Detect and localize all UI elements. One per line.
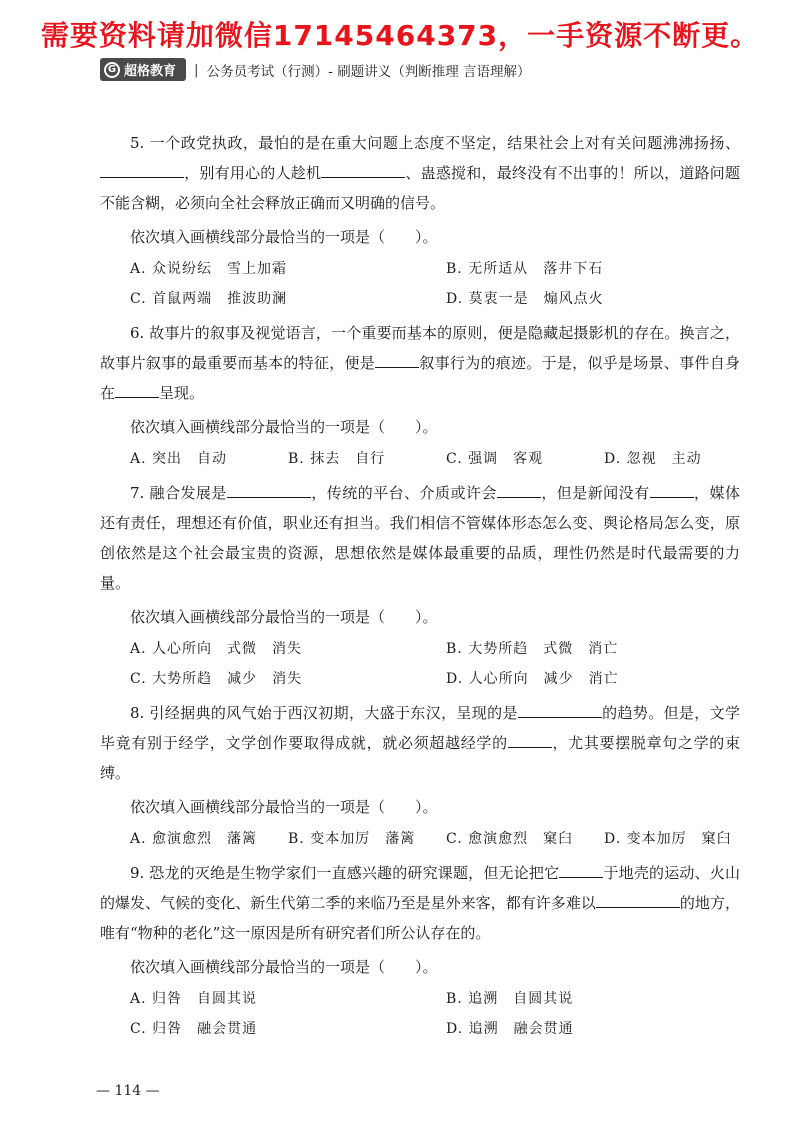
question-9 — [100, 858, 740, 1044]
option-d: D. 人心所向 减少 消亡 — [446, 671, 619, 687]
option-a: A. 突出 自动 — [130, 451, 228, 467]
option-list — [100, 634, 740, 694]
fill-blank — [559, 859, 603, 878]
fill-blank — [596, 889, 680, 908]
question-stem: 5. 一个政党执政，最怕的是在重大问题上态度不坚定，结果社会上对有关问题沸沸扬扬、，别有用心的人趁机 、蛊惑搅和，最终没有不出事的！所以，道路问题不能含糊，必须向全社会释放正确而又明确的信号。 — [100, 134, 740, 212]
option-list — [100, 824, 740, 854]
option-d: D. 莫衷一是 煽风点火 — [446, 291, 604, 307]
questions-content — [100, 128, 740, 1048]
header-separator: | — [194, 61, 199, 78]
fill-blank — [375, 349, 419, 368]
page-header — [100, 58, 531, 81]
fill-blank — [227, 479, 311, 498]
option-list — [100, 984, 740, 1044]
fill-blank — [497, 479, 541, 498]
option-c: C. 首鼠两端 推波助澜 — [130, 291, 288, 307]
question-instruction: 依次填入画横线部分最恰当的一项是（ ）。 — [130, 798, 438, 816]
fill-blank — [321, 159, 405, 178]
question-instruction: 依次填入画横线部分最恰当的一项是（ ）。 — [130, 958, 438, 976]
question-instruction: 依次填入画横线部分最恰当的一项是（ ）。 — [130, 418, 438, 436]
option-a: A. 归咎 自圆其说 — [130, 991, 258, 1007]
option-b: B. 追溯 自圆其说 — [446, 991, 574, 1007]
option-a: A. 众说纷纭 雪上加霜 — [130, 261, 288, 277]
option-b: B. 大势所趋 式微 消亡 — [446, 641, 619, 657]
question-stem: 8. 引经据典的风气始于西汉初期，大盛于东汉，呈现的是 的趋势。但是，文学毕竟有别于经学，文学创作要取得成就，就必须超越经学的 ，尤其要摆脱章句之学的束缚。 — [100, 698, 740, 788]
question-instruction: 依次填入画横线部分最恰当的一项是（ ）。 — [130, 228, 438, 246]
brand-logo — [100, 58, 186, 81]
option-c: C. 归咎 融会贯通 — [130, 1021, 258, 1037]
question-7 — [100, 478, 740, 694]
option-a: A. 愈演愈烈 藩篱 — [130, 831, 258, 847]
question-6 — [100, 318, 740, 474]
question-stem: 9. 恐龙的灭绝是生物学家们一直感兴趣的研究课题，但无论把它 于地壳的运动、火山的爆发、气候的变化、新生代第二季的来临乃至是星外来客，都有许多难以 的地方，唯有“物种的老化”这一原因是所有研究者们所公认存在的。 — [100, 858, 740, 948]
question-stem: 6. 故事片的叙事及视觉语言，一个重要而基本的原则，便是隐藏起摄影机的存在。换言之，故事片叙事的最重要而基本的特征，便是 叙事行为的痕迹。于是，似乎是场景、事件自身在 呈现。 — [100, 324, 740, 402]
option-b: B. 变本加厉 藩篱 — [288, 831, 416, 847]
question-8 — [100, 698, 740, 854]
option-a: A. 人心所向 式微 消失 — [130, 641, 303, 657]
fill-blank — [115, 379, 159, 398]
option-b: B. 抹去 自行 — [288, 451, 386, 467]
watermark-banner: 需要资料请加微信17145464373，一手资源不断更。 — [40, 19, 760, 52]
fill-blank — [100, 159, 184, 178]
option-c: C. 愈演愈烈 窠臼 — [446, 831, 574, 847]
question-5 — [100, 128, 740, 314]
question-instruction: 依次填入画横线部分最恰当的一项是（ ）。 — [130, 608, 438, 626]
fill-blank — [650, 479, 694, 498]
fill-blank — [508, 729, 552, 748]
header-title: 公务员考试（行测）- 刷题讲义（判断推理 言语理解） — [206, 63, 531, 80]
page-number: — 114 — — [96, 1083, 160, 1099]
question-stem: 7. 融合发展是 ，传统的平台、介质或许会 ，但是新闻没有 ，媒体还有责任，理想还有价值，职业还有担当。我们相信不管媒体形态怎么变、舆论格局怎么变，原创依然是这个社会最宝贵的资源，思想依然是媒体最重要的品质，理性仍然是时代最需要的力量。 — [100, 478, 740, 598]
option-c: C. 强调 客观 — [446, 451, 544, 467]
option-list — [100, 444, 740, 474]
option-d: D. 忽视 主动 — [604, 451, 702, 467]
option-b: B. 无所适从 落井下石 — [446, 261, 604, 277]
logo-text: 超格教育 — [124, 64, 177, 79]
option-d: D. 变本加厉 窠臼 — [604, 831, 732, 847]
option-c: C. 大势所趋 减少 消失 — [130, 671, 303, 687]
option-d: D. 追溯 融会贯通 — [446, 1021, 574, 1037]
logo-icon: G — [104, 62, 120, 78]
option-list — [100, 254, 740, 314]
fill-blank — [518, 699, 602, 718]
